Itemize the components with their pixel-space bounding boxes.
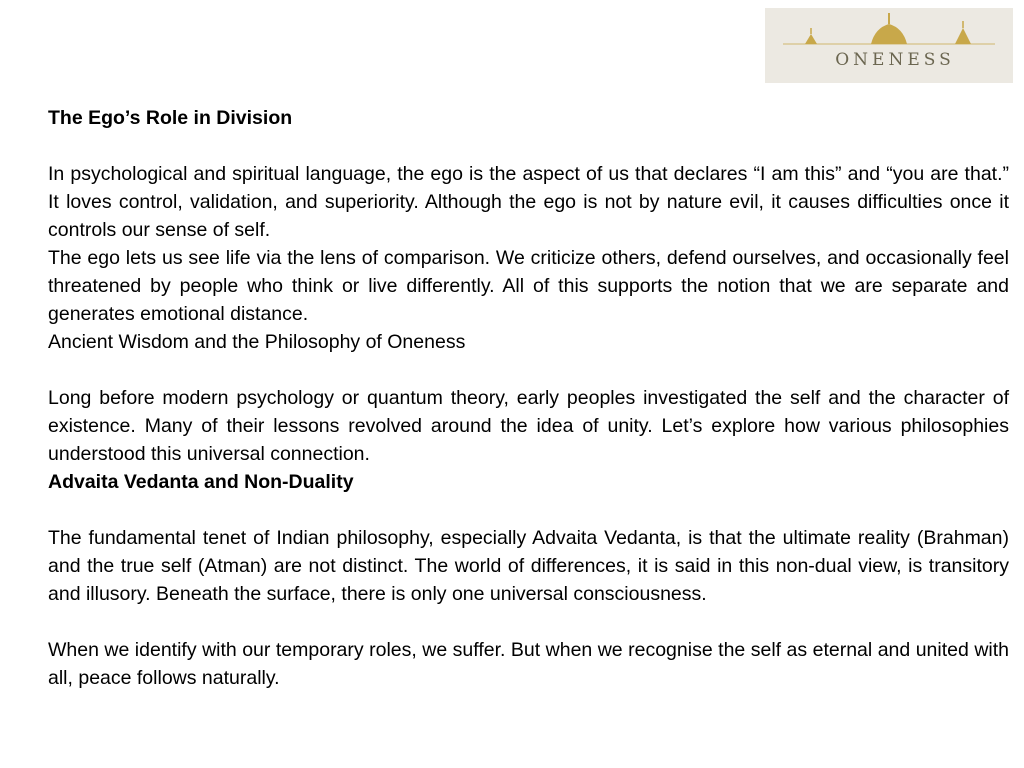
document-body (48, 76, 1009, 692)
paragraph-non-duality: The fundamental tenet of Indian philosophy, especially Advaita Vedanta, is that the ultimate reality (Brahman) and the true self (Atman) are not distinct. The world of differences, it is said in this non-dual view, is transitory and illusory. Beneath the surface, there is only one universal consciousness. (48, 527, 1009, 605)
paragraph-ego-definition: In psychological and spiritual language, the ego is the aspect of us that declares “I am this” and “you are that.” It loves control, validation, and superiority. Although the ego is not by nature evil, it causes difficulties once it controls our sense of self. (48, 163, 1009, 241)
paragraph-temporary-roles: When we identify with our temporary roles, we suffer. But when we recognise the self as eternal and united with all, peace follows naturally. (48, 639, 1009, 689)
paragraph-ego-comparison: The ego lets us see life via the lens of comparison. We criticize others, defend ourselves, and occasionally feel threatened by people who think or live differently. All of this supports the notion that we are separate and generates emotional distance. (48, 247, 1009, 325)
logo-text: ONENESS (835, 50, 955, 70)
heading-ancient-wisdom: Ancient Wisdom and the Philosophy of Oneness (48, 331, 466, 353)
heading-advaita-vedanta: Advaita Vedanta and Non-Duality (48, 471, 354, 493)
heading-ego-role: The Ego’s Role in Division (48, 107, 293, 129)
oneness-logo (765, 8, 1013, 83)
temple-spires-icon (765, 8, 1013, 83)
paragraph-early-peoples: Long before modern psychology or quantum theory, early peoples investigated the self and the character of existence. Many of their lessons revolved around the idea of unity. Let’s explore how various philosophies understood this universal connection. (48, 387, 1009, 465)
